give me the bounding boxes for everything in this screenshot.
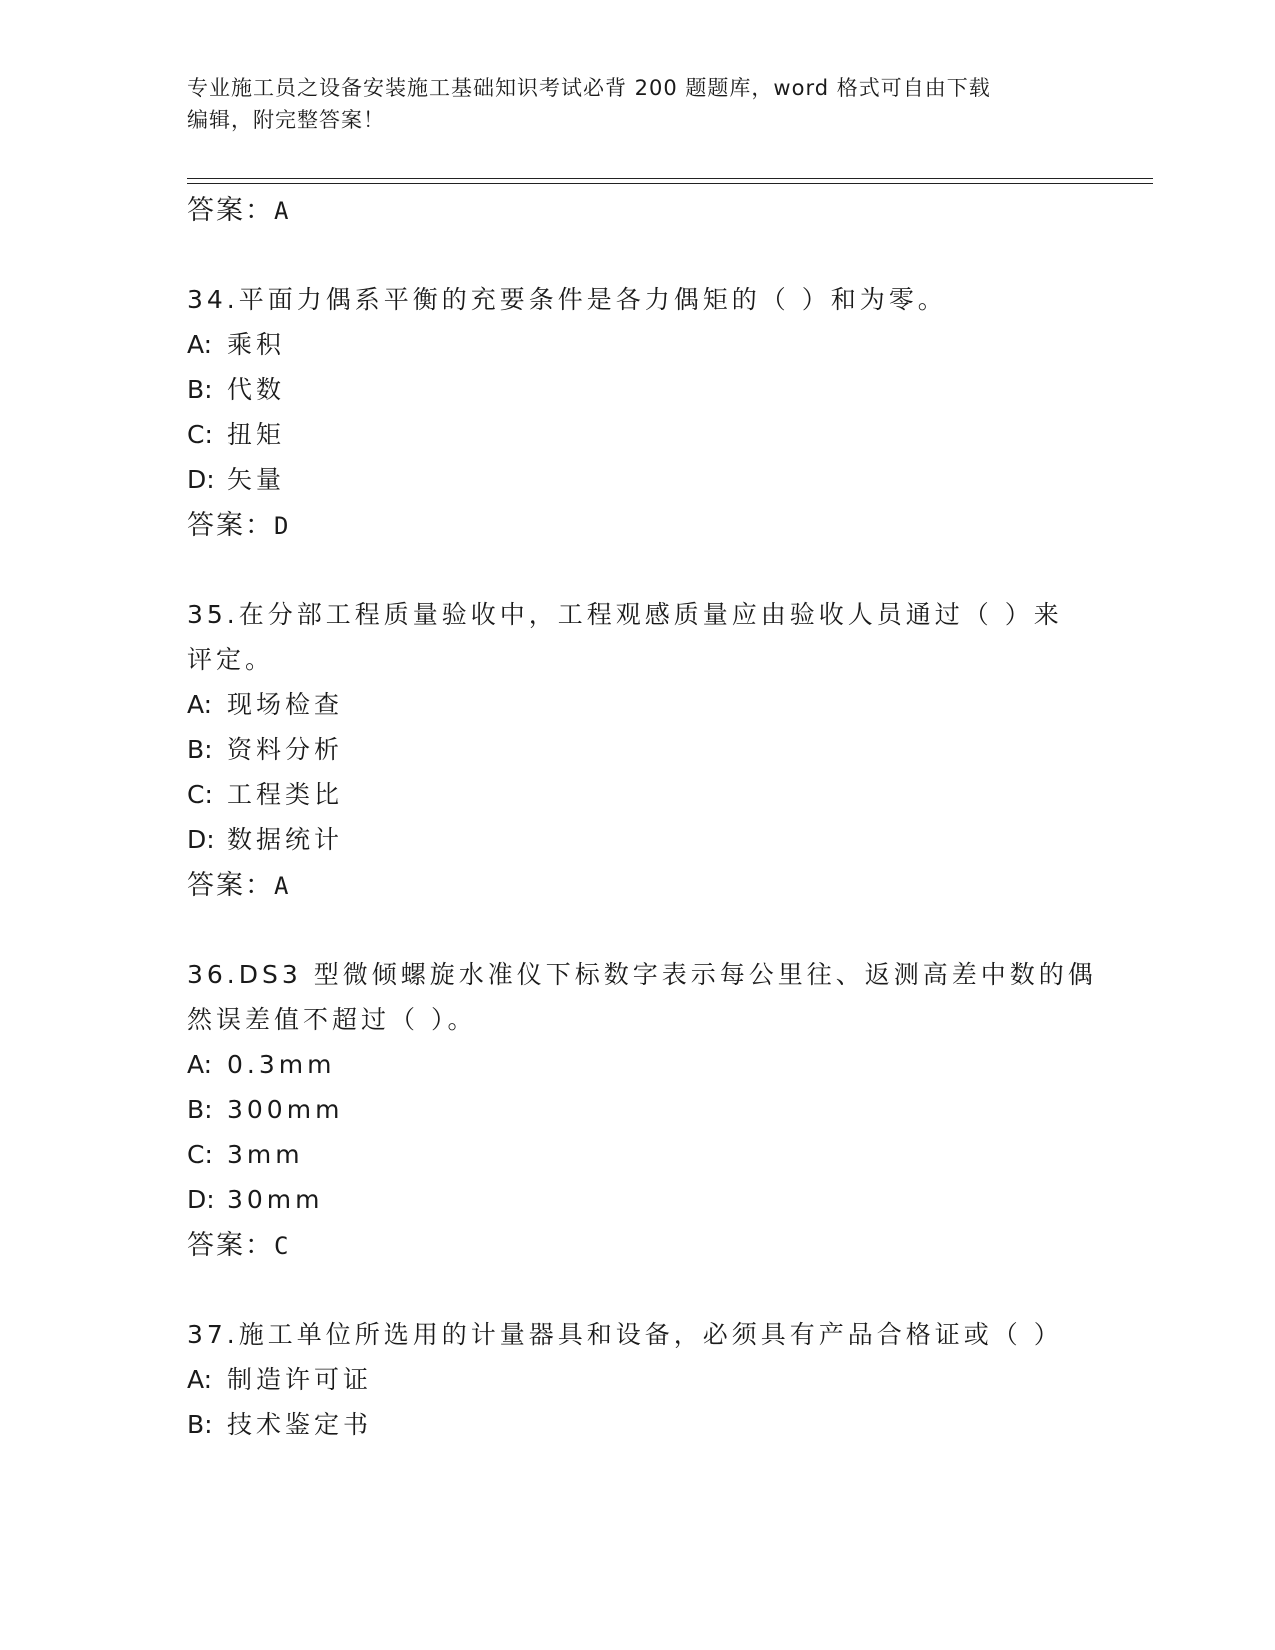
option-letter: C:: [187, 1140, 213, 1169]
question-35-text-line-2: 评定。: [187, 645, 275, 674]
option-text: 数据统计: [227, 825, 344, 854]
option-letter: B:: [187, 735, 213, 764]
answer-label: 答案：: [187, 195, 274, 225]
option-letter: D:: [187, 825, 215, 854]
question-36-text-line-1: 36.DS3 型微倾螺旋水准仪下标数字表示每公里往、返测高差中数的偶: [187, 960, 1097, 989]
question-35-option-d: [187, 824, 343, 856]
option-text: 现场检查: [227, 690, 344, 719]
question-35-option-b: [187, 734, 343, 766]
question-35-text-line-1: 35.在分部工程质量验收中，工程观感质量应由验收人员通过（ ）来: [187, 600, 1063, 629]
answer-value: D: [274, 512, 291, 540]
answer-line-q35: [187, 869, 290, 902]
document-header: [187, 72, 1067, 136]
option-text: 资料分析: [227, 735, 344, 764]
option-letter: C:: [187, 420, 213, 449]
option-letter: D:: [187, 465, 215, 494]
option-letter: B:: [187, 375, 213, 404]
option-letter: A:: [187, 690, 213, 719]
header-line-1: 专业施工员之设备安装施工基础知识考试必背 200 题题库，word 格式可自由下载: [187, 76, 991, 100]
option-text: 技术鉴定书: [227, 1410, 373, 1439]
question-37-option-a: [187, 1364, 372, 1396]
answer-line-q34: [187, 509, 290, 542]
option-letter: A:: [187, 1365, 213, 1394]
question-34-option-b: [187, 374, 285, 406]
answer-label: 答案：: [187, 1230, 274, 1260]
answer-value: C: [274, 1232, 291, 1260]
answer-line-q36: [187, 1229, 290, 1262]
answer-label: 答案：: [187, 510, 274, 540]
option-text: 300mm: [227, 1095, 344, 1124]
question-36-text-line-2: 然误差值不超过（ ）。: [187, 1005, 477, 1034]
question-36-option-c: [187, 1139, 304, 1171]
question-34-option-d: [187, 464, 285, 496]
answer-value: A: [274, 197, 291, 225]
question-35-option-a: [187, 689, 343, 721]
question-37-text: 37.施工单位所选用的计量器具和设备，必须具有产品合格证或（ ）: [187, 1320, 1063, 1349]
option-text: 3mm: [227, 1140, 304, 1169]
option-text: 0.3mm: [227, 1050, 336, 1079]
option-letter: D:: [187, 1185, 215, 1214]
option-text: 代数: [227, 375, 286, 404]
option-letter: C:: [187, 780, 213, 809]
question-34-option-a: [187, 329, 285, 361]
question-35-option-c: [187, 779, 343, 811]
option-letter: B:: [187, 1410, 213, 1439]
option-letter: B:: [187, 1095, 213, 1124]
option-text: 工程类比: [227, 780, 344, 809]
header-line-2: 编辑，附完整答案！: [187, 108, 385, 132]
option-text: 乘积: [227, 330, 286, 359]
header-divider-top: [187, 178, 1153, 179]
header-divider-bottom: [187, 183, 1153, 184]
question-34-text: 34.平面力偶系平衡的充要条件是各力偶矩的（ ）和为零。: [187, 285, 947, 314]
question-34-option-c: [187, 419, 285, 451]
answer-line-q33: [187, 194, 290, 227]
option-text: 扭矩: [227, 420, 286, 449]
question-36-option-d: [187, 1184, 324, 1216]
option-text: 制造许可证: [227, 1365, 373, 1394]
option-text: 30mm: [227, 1185, 324, 1214]
question-37-option-b: [187, 1409, 372, 1441]
question-36-option-b: [187, 1094, 343, 1126]
option-text: 矢量: [227, 465, 286, 494]
answer-label: 答案：: [187, 870, 274, 900]
option-letter: A:: [187, 1050, 213, 1079]
question-36-option-a: [187, 1049, 335, 1081]
option-letter: A:: [187, 330, 213, 359]
answer-value: A: [274, 872, 291, 900]
